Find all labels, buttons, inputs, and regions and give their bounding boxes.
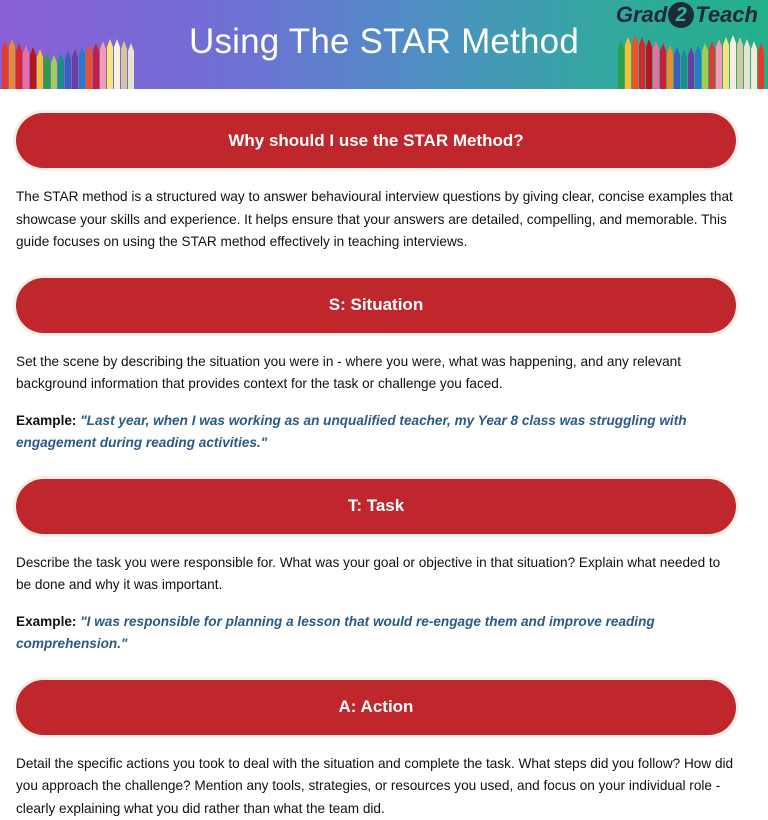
example-task — [16, 611, 736, 656]
example-label: Example: — [16, 614, 76, 629]
logo-number: 2 — [668, 2, 694, 28]
example-label: Example: — [16, 413, 76, 428]
section-body-situation: Set the scene by describing the situation you were in - where you were, what was happening, and any relevant background information that provides context for the task or challenge you faced. — [16, 351, 736, 396]
grad2teach-logo — [616, 2, 758, 28]
logo-text-grad: Grad — [616, 2, 667, 28]
section-heading-why: Why should I use the STAR Method? — [16, 113, 736, 168]
section-heading-situation: S: Situation — [16, 278, 736, 333]
page-banner — [0, 0, 768, 89]
example-text: "I was responsible for planning a lesson that would re-engage them and improve reading comprehension." — [16, 614, 655, 652]
section-heading-action: A: Action — [16, 680, 736, 735]
example-text: "Last year, when I was working as an unqualified teacher, my Year 8 class was struggling with engagement during reading activities." — [16, 413, 687, 451]
section-heading-task: T: Task — [16, 479, 736, 534]
page-content — [0, 113, 768, 820]
example-situation — [16, 410, 736, 455]
section-body-action: Detail the specific actions you took to deal with the situation and complete the task. What steps did you follow? How did you approach the challenge? Mention any tools, strategies, or resources you used, and focus on your individual role - clearly explaining what you did rather than what the team did. — [16, 753, 736, 820]
section-body-why: The STAR method is a structured way to answer behavioural interview questions by giving clear, concise examples that showcase your skills and experience. It helps ensure that your answers are detailed, compelling, and memorable. This guide focuses on using the STAR method effectively in teaching interviews. — [16, 186, 736, 254]
pencils-right-illustration — [616, 33, 768, 89]
banner-title: Using The STAR Method — [0, 22, 768, 62]
logo-text-teach: Teach — [695, 2, 758, 28]
section-body-task: Describe the task you were responsible for. What was your goal or objective in that situation? Explain what needed to be done and why it was important. — [16, 552, 736, 597]
